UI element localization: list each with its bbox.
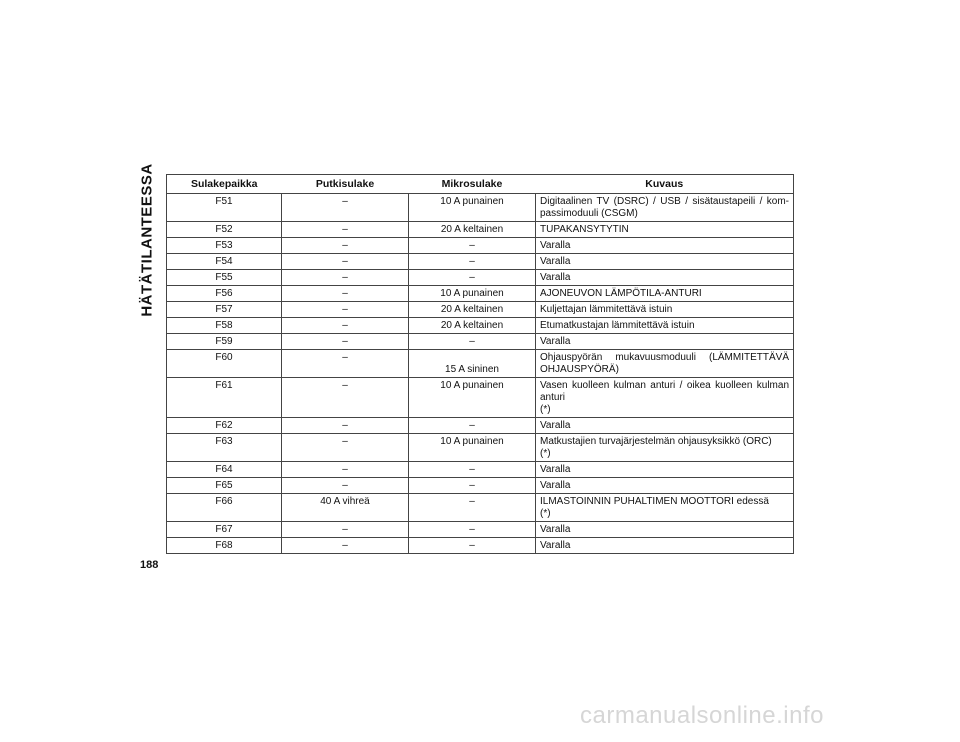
cell-fuse-location: F53 [167, 238, 282, 254]
cell-mini-fuse: 20 A keltainen [409, 222, 536, 238]
cell-description: Varalla [536, 478, 794, 494]
header-mini-fuse: Mikrosulake [409, 175, 536, 194]
cell-cartridge-fuse: – [282, 318, 409, 334]
cell-fuse-location: F54 [167, 254, 282, 270]
table-row [167, 462, 794, 478]
cell-cartridge-fuse: – [282, 538, 409, 554]
cell-mini-fuse: – [409, 418, 536, 434]
header-cartridge-fuse: Putkisulake [282, 175, 409, 194]
cell-mini-fuse: – [409, 538, 536, 554]
cell-fuse-location: F60 [167, 350, 282, 378]
table-row [167, 302, 794, 318]
page-number: 188 [140, 559, 159, 571]
cell-fuse-location: F65 [167, 478, 282, 494]
cell-cartridge-fuse: – [282, 222, 409, 238]
cell-description: Varalla [536, 270, 794, 286]
cell-mini-fuse: 10 A punainen [409, 194, 536, 222]
cell-mini-fuse: – [409, 478, 536, 494]
cell-description: Varalla [536, 238, 794, 254]
cell-description: Ohjauspyörän mukavuusmoduuli (LÄMMITETTÄVÄ OHJAUSPYÖRÄ) [536, 350, 794, 378]
cell-description: Kuljettajan lämmitettävä istuin [536, 302, 794, 318]
cell-mini-fuse: 15 A sininen [409, 350, 536, 378]
cell-mini-fuse: – [409, 522, 536, 538]
cell-cartridge-fuse: – [282, 462, 409, 478]
table-row [167, 194, 794, 222]
table-row [167, 350, 794, 378]
section-title-text: HÄTÄTILANTEESSA [138, 163, 156, 317]
table-header-row [167, 175, 794, 194]
cell-description: Varalla [536, 254, 794, 270]
cell-mini-fuse: – [409, 334, 536, 350]
header-fuse-location: Sulakepaikka [167, 175, 282, 194]
table-row [167, 318, 794, 334]
table-row [167, 434, 794, 462]
cell-cartridge-fuse: – [282, 270, 409, 286]
cell-description: TUPAKANSYTYTIN [536, 222, 794, 238]
cell-mini-fuse: – [409, 462, 536, 478]
cell-description: Etumatkustajan lämmitettävä istuin [536, 318, 794, 334]
cell-cartridge-fuse: – [282, 334, 409, 350]
cell-mini-fuse: 20 A keltainen [409, 318, 536, 334]
table-row [167, 538, 794, 554]
cell-fuse-location: F63 [167, 434, 282, 462]
cell-cartridge-fuse: – [282, 254, 409, 270]
cell-cartridge-fuse: – [282, 302, 409, 318]
cell-cartridge-fuse: – [282, 286, 409, 302]
cell-mini-fuse: 10 A punainen [409, 434, 536, 462]
cell-mini-fuse: – [409, 494, 536, 522]
cell-description: Vasen kuolleen kulman anturi / oikea kuolleen kulman anturi (*) [536, 378, 794, 418]
cell-fuse-location: F67 [167, 522, 282, 538]
cell-fuse-location: F66 [167, 494, 282, 522]
table-row [167, 494, 794, 522]
header-description: Kuvaus [536, 175, 794, 194]
cell-fuse-location: F64 [167, 462, 282, 478]
table-row [167, 254, 794, 270]
cell-fuse-location: F58 [167, 318, 282, 334]
cell-fuse-location: F52 [167, 222, 282, 238]
table-row [167, 238, 794, 254]
cell-mini-fuse: – [409, 270, 536, 286]
cell-cartridge-fuse: – [282, 434, 409, 462]
table-row [167, 478, 794, 494]
table-row [167, 418, 794, 434]
table-row [167, 334, 794, 350]
table-row [167, 378, 794, 418]
cell-description: Matkustajien turvajärjestelmän ohjausyksikkö (ORC) (*) [536, 434, 794, 462]
cell-fuse-location: F59 [167, 334, 282, 350]
cell-cartridge-fuse: – [282, 238, 409, 254]
cell-description: Varalla [536, 418, 794, 434]
table-row [167, 286, 794, 302]
cell-fuse-location: F51 [167, 194, 282, 222]
cell-cartridge-fuse: – [282, 194, 409, 222]
table-body [167, 194, 794, 554]
cell-cartridge-fuse: 40 A vihreä [282, 494, 409, 522]
table-row [167, 522, 794, 538]
cell-cartridge-fuse: – [282, 418, 409, 434]
cell-cartridge-fuse: – [282, 350, 409, 378]
cell-cartridge-fuse: – [282, 378, 409, 418]
cell-description: ILMASTOINNIN PUHALTIMEN MOOTTORI edessä (*) [536, 494, 794, 522]
cell-description: Varalla [536, 522, 794, 538]
cell-fuse-location: F62 [167, 418, 282, 434]
cell-fuse-location: F68 [167, 538, 282, 554]
cell-cartridge-fuse: – [282, 522, 409, 538]
table-row [167, 222, 794, 238]
cell-mini-fuse: – [409, 238, 536, 254]
cell-fuse-location: F55 [167, 270, 282, 286]
cell-description: Digitaalinen TV (DSRC) / USB / sisätaustapeili / kom-passimoduuli (CSGM) [536, 194, 794, 222]
watermark: carmanualsonline.info [580, 702, 824, 729]
cell-mini-fuse: – [409, 254, 536, 270]
cell-fuse-location: F57 [167, 302, 282, 318]
cell-description: Varalla [536, 334, 794, 350]
cell-mini-fuse: 10 A punainen [409, 378, 536, 418]
table-row [167, 270, 794, 286]
fuse-table [166, 174, 794, 554]
cell-description: AJONEUVON LÄMPÖTILA-ANTURI [536, 286, 794, 302]
cell-mini-fuse: 10 A punainen [409, 286, 536, 302]
cell-fuse-location: F61 [167, 378, 282, 418]
cell-fuse-location: F56 [167, 286, 282, 302]
section-title [136, 163, 158, 317]
cell-description: Varalla [536, 462, 794, 478]
cell-mini-fuse: 20 A keltainen [409, 302, 536, 318]
cell-cartridge-fuse: – [282, 478, 409, 494]
cell-description: Varalla [536, 538, 794, 554]
